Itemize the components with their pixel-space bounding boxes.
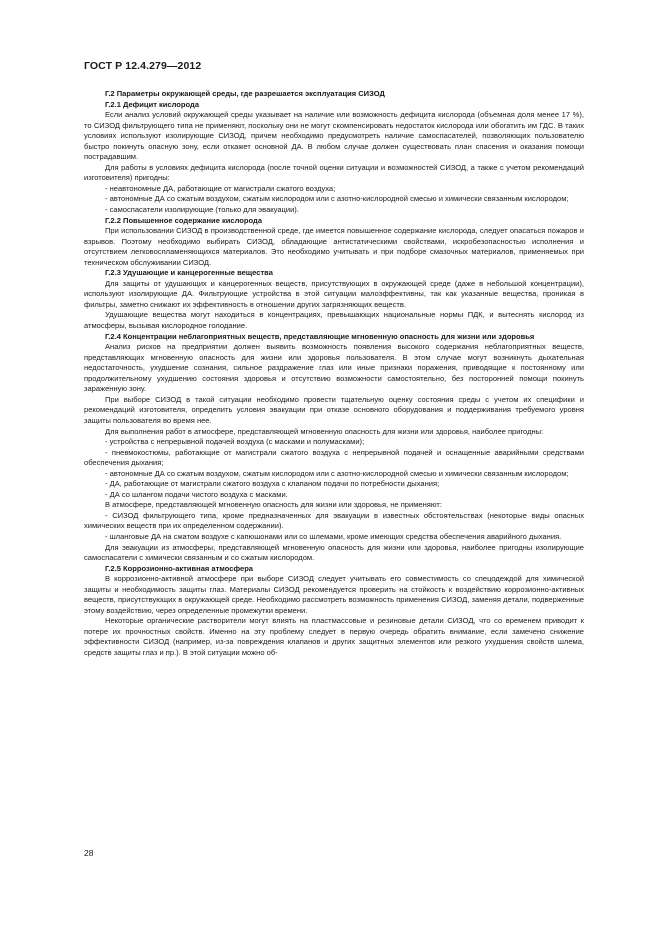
section-heading: Г.2.2 Повышенное содержание кислорода <box>105 215 263 225</box>
body-paragraph: - ДА, работающие от магистрали сжатого воздуха с клапаном подачи по потребности дыхания; <box>105 479 440 489</box>
body-paragraph: Некоторые органические растворители могут влиять на пластмассовые и резиновые детали СИЗОД, что со временем приводит к потере их прочностных свойств. Именно на эту проблему следует в первую очередь обратить внимание, если замечено снижение эффективности СИЗОД (например, из-за повреждения клапанов и других защитных элементов или резкого ухудшения свойств шлема, средств защиты глаз и пр.). В этой ситуации можно об- <box>84 616 584 657</box>
body-paragraph: Для работы в условиях дефицита кислорода (после точной оценки ситуации и возможностей СИЗОД, а также с учетом рекомендаций изготовителя) пригодны: <box>84 162 584 183</box>
body-paragraph: Анализ рисков на предприятии должен выявить возможность появления высокого содержания неблагоприятных веществ, представляющих мгновенную опасность для жизни или здоровья пользователя. В этом случае могут возникнуть дыхательная недостаточность, ухудшение сознания, сильное раздражение глаз или иные признаки поражения, приводящие к постоянному или продолжительному ухудшению состояния здоровья и отсутствию возможности самостоятельно, без посторонней помощи покинуть зараженную зону. <box>84 342 584 394</box>
body-paragraph: Для защиты от удушающих и канцерогенных веществ, присутствующих в окружающей среде (даже в небольшой концентрации), используют изолирующие ДА. Фильтрующие устройства в этой ситуации малоэффективны, так как указанные вещества, проникая в фильтры, заметно снижают их эффективность в отношении других загрязняющих веществ. <box>84 278 584 309</box>
document-body <box>84 89 584 659</box>
section-heading: Г.2.1 Дефицит кислорода <box>105 99 200 109</box>
body-paragraph: - автономные ДА со сжатым воздухом, сжатым кислородом или с азотно-кислородной смесью и химически связанным кислородом; <box>105 194 569 204</box>
section-heading: Г.2 Параметры окружающей среды, где разрешается эксплуатация СИЗОД <box>105 89 385 98</box>
body-paragraph: - неавтономные ДА, работающие от магистрали сжатого воздуха; <box>105 183 336 193</box>
body-paragraph: - самоспасатели изолирующие (только для эвакуации). <box>105 205 299 215</box>
section-heading: Г.2.4 Концентрации неблагоприятных веществ, представляющие мгновенную опасность для жизни или здоровья <box>105 331 535 341</box>
standard-header: ГОСТ Р 12.4.279—2012 <box>84 60 202 72</box>
page-number: 28 <box>84 848 94 858</box>
body-paragraph: Если анализ условий окружающей среды указывает на наличие или возможность дефицита кислорода (объемная доля менее 17 %), то СИЗОД фильтрующего типа не применяют, поскольку они не могут скомпенсировать недостаток кислорода или обогатить им ГДС. В таких условиях используют изолирующие СИЗОД, причем необходимо предусмотреть наличие самоспасателей, позволяющих пользователю быстро покинуть опасную зону, если откажет основной ДА. В любом случае должен существовать план спасения и оказания помощи пострадавшим. <box>84 110 584 162</box>
body-paragraph: - шланговые ДА на сжатом воздухе с капюшонами или со шлемами, кроме имеющих средства обеспечения аварийного дыхания. <box>105 531 562 541</box>
body-paragraph: - пневмокостюмы, работающие от магистрали сжатого воздуха с непрерывной подачей и оснащенные аварийными средствами обеспечения дыхания; <box>84 447 584 468</box>
body-paragraph: - СИЗОД фильтрующего типа, кроме предназначенных для эвакуации в известных обстоятельствах (некоторые виды опасных химических веществ при их определенном содержании). <box>84 510 584 531</box>
body-paragraph: Для эвакуации из атмосферы, представляющей мгновенную опасность для жизни или здоровья, наиболее пригодны изолирующие самоспасатели с химически связанным и со сжатым кислородом. <box>84 542 584 563</box>
body-paragraph: В атмосфере, представляющей мгновенную опасность для жизни или здоровья, не применяют: <box>105 500 442 510</box>
body-paragraph: Удушающие вещества могут находиться в концентрациях, превышающих национальные нормы ПДК, и вытеснять кислород из атмосферы, вызывая кислородное голодание. <box>84 310 584 331</box>
section-heading: Г.2.3 Удушающие и канцерогенные вещества <box>105 268 273 278</box>
body-paragraph: В коррозионно-активной атмосфере при выборе СИЗОД следует учитывать его совместимость со спецодеждой для химической защиты и необходимость защиты глаз. Материалы СИЗОД рекомендуется проверить на стойкость к воздействию коррозионно-активных веществ, присутствующих в окружающей среде. Необходимо рассмотреть возможность применения СИЗОД, заменяя детали, подверженные этому воздействию, через определенные промежутки времени. <box>84 574 584 615</box>
body-paragraph: - ДА со шлангом подачи чистого воздуха с масками. <box>105 489 288 499</box>
body-paragraph: При использовании СИЗОД в производственной среде, где имеется повышенное содержание кислорода, следует опасаться пожаров и взрывов. Поэтому необходимо выбирать СИЗОД, обладающие антистатическими свойствами, искробезопасностью исполнения и отсутствием легковоспламеняющихся материалов. Это необходимо учитывать и при подборе смазочных материалов, применяемых при техническом обслуживании СИЗОД. <box>84 226 584 267</box>
section-heading: Г.2.5 Коррозионно-активная атмосфера <box>105 563 254 573</box>
body-paragraph: - автономные ДА со сжатым воздухом, сжатым кислородом или с азотно-кислородной смесью и химически связанным кислородом; <box>105 468 569 478</box>
body-paragraph: Для выполнения работ в атмосфере, представляющей мгновенную опасность для жизни или здоровья, наиболее пригодны: <box>105 426 544 436</box>
body-paragraph: - устройства с непрерывной подачей воздуха (с масками и полумасками); <box>105 437 365 447</box>
body-paragraph: При выборе СИЗОД в такой ситуации необходимо провести тщательную оценку состояния среды с учетом их специфики и рекомендаций изготовителя, определить условия эвакуации при отказе основного оборудования и поддерживания требуемого уровня защиты пользователя во время нее. <box>84 394 584 425</box>
